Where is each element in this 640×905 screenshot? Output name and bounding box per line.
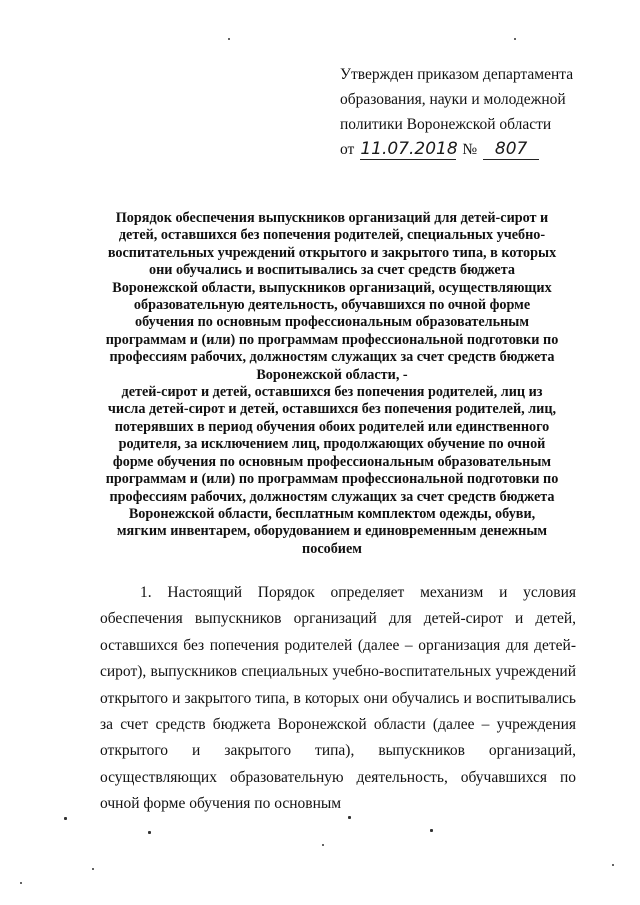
scan-speck [92,868,94,870]
handwritten-date: 11.07.2018 [360,139,458,159]
document-title [84,210,580,558]
title-line: обучения по основным профессиональным образовательным [134,314,530,331]
title-line: мягким инвентарем, оборудованием и единовременным денежным [116,523,548,540]
scan-speck [348,816,351,819]
approval-line-1: Утвержден приказом департамента [340,66,574,83]
scan-speck [514,38,516,40]
title-line: программам и (или) по программам профессиональной подготовки по [105,331,559,348]
title-line: форме обучения по основным профессиональным образовательным [112,453,552,470]
title-line: профессиям рабочих, должностям служащих за счет средств бюджета [109,488,555,505]
approval-line-3: политики Воронежской области [340,116,552,133]
title-line: пособием [302,540,362,557]
document-body [100,580,576,818]
title-line: Воронежской области, выпускников организаций, осуществляющих [112,279,552,296]
number-sign: № [462,141,478,158]
title-line: они обучались и воспитывались за счет средств бюджета [149,262,515,279]
title-line: родителя, за исключением лиц, продолжающих обучение по очной [118,436,546,453]
title-line: числа детей-сирот и детей, оставшихся без попечения родителей, лиц, [107,401,557,418]
scan-speck [148,831,151,834]
scan-speck [20,882,22,884]
approval-date-row [340,137,630,162]
approval-line-2: образования, науки и молодежной [340,91,566,108]
scan-speck [612,864,614,866]
paragraph-1: 1. Настоящий Порядок определяет механизм и условия обеспечения выпускников организаций для детей-сирот и детей, оставшихся без попечения родителей (далее – организация для детей-сирот), выпускников специальных учебно-воспитательных учреждений открытого и закрытого типа, в которых они обучались и воспитывались за счет средств бюджета Воронежской области (далее – учреждения открытого и закрытого типа), выпускников организаций, осуществляющих образовательную деятельность, обучавшихся по очной форме обучения по основным [100,584,576,813]
scan-speck [64,817,67,820]
title-line: профессиям рабочих, должностям служащих за счет средств бюджета [109,349,555,366]
approval-block [340,62,630,162]
title-line: программам и (или) по программам профессиональной подготовки по [105,471,559,488]
title-line: Воронежской области, - [256,366,408,383]
title-line: потерявших в период обучения обоих родителей или единственного [114,418,550,435]
scan-speck [430,829,433,832]
title-line: Воронежской области, бесплатным комплектом одежды, обуви, [128,505,536,522]
title-line: образовательную деятельность, обучавшихся по очной форме [133,297,531,314]
scan-speck [322,844,324,846]
title-line: детей-сирот и детей, оставшихся без попечения родителей, лиц из [121,384,543,401]
handwritten-number: 807 [483,139,539,160]
title-line: Порядок обеспечения выпускников организаций для детей-сирот и [115,210,549,226]
from-label: от [340,141,355,158]
title-line: детей, оставшихся без попечения родителей, специальных учебно- [118,227,546,244]
scan-speck [228,38,230,40]
title-line: воспитательных учреждений открытого и закрытого типа, в которых [107,244,557,261]
